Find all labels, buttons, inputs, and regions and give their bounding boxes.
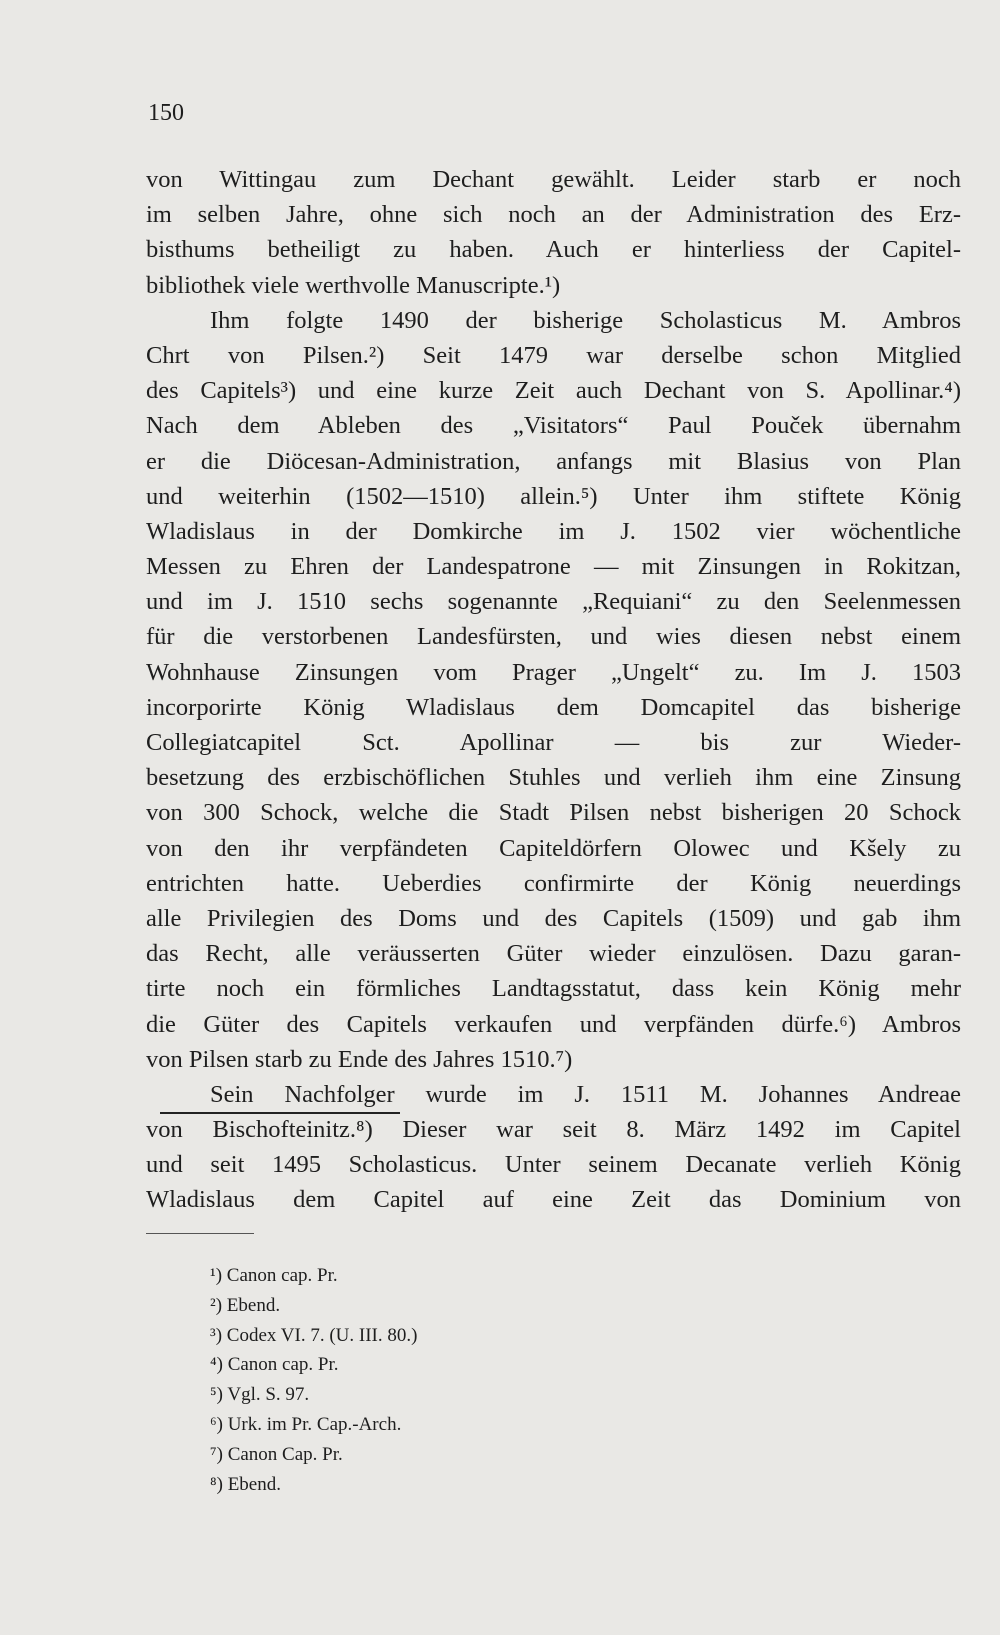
text-line: tirte noch ein förmliches Landtagsstatut, dass kein König mehr (146, 975, 961, 1003)
text-line: von Bischofteinitz.⁸) Dieser war seit 8. März 1492 im Capitel (146, 1116, 961, 1144)
text-line: von Wittingau zum Dechant gewählt. Leider starb er noch (146, 166, 961, 193)
text-line: Wohnhause Zinsungen vom Prager „Ungelt“ zu. Im J. 1503 (146, 658, 961, 686)
text-line: Messen zu Ehren der Landespatrone — mit Zinsungen in Rokitzan, (146, 553, 961, 581)
text-line: Nach dem Ableben des „Visitators“ Paul Pouček übernahm (146, 412, 961, 440)
text-line: die Güter des Capitels verkaufen und verpfänden dürfe.⁶) Ambros (146, 1010, 961, 1038)
text-line: incorporirte König Wladislaus dem Domcapitel das bisherige (146, 693, 961, 721)
text-line: bibliothek viele werthvolle Manuscripte.¹) (146, 271, 561, 299)
text-line: Wladislaus in der Domkirche im J. 1502 vier wöchentliche (146, 517, 961, 545)
text-line: von den ihr verpfändeten Capiteldörfern Olowec und Kšely zu (146, 834, 961, 862)
text-line: im selben Jahre, ohne sich noch an der Administration des Erz- (146, 201, 961, 229)
text-line: von Pilsen starb zu Ende des Jahres 1510.⁷) (146, 1045, 573, 1073)
text-line: Sein Nachfolger wurde im J. 1511 M. Johannes Andreae (210, 1080, 961, 1108)
handwritten-underline (160, 1112, 400, 1114)
page-number: 150 (148, 100, 184, 126)
footnote: ¹) Canon cap. Pr. (210, 1265, 338, 1286)
text-line: Ihm folgte 1490 der bisherige Scholasticus M. Ambros (210, 306, 961, 334)
text-line: Wladislaus dem Capitel auf eine Zeit das Dominium von (146, 1186, 961, 1214)
text-line: für die verstorbenen Landesfürsten, und wies diesen nebst einem (146, 623, 961, 651)
text-line: des Capitels³) und eine kurze Zeit auch Dechant von S. Apollinar.⁴) (146, 377, 961, 405)
footnote: ³) Codex VI. 7. (U. III. 80.) (210, 1324, 418, 1346)
text-line: er die Diöcesan-Administration, anfangs mit Blasius von Plan (146, 447, 961, 475)
footnotes (210, 1261, 417, 1499)
footnote: ⁶) Urk. im Pr. Cap.-Arch. (210, 1413, 402, 1435)
footnote: ⁵) Vgl. S. 97. (210, 1384, 310, 1406)
text-line: und weiterhin (1502—1510) allein.⁵) Unter ihm stiftete König (146, 482, 961, 510)
text-line: und seit 1495 Scholasticus. Unter seinem Decanate verlieh König (146, 1151, 961, 1179)
footnote-separator (146, 1233, 254, 1234)
footnote: ⁸) Ebend. (210, 1473, 281, 1495)
footnote: ²) Ebend. (210, 1294, 281, 1316)
body-text (146, 162, 961, 1218)
text-line: Collegiatcapitel Sct. Apollinar — bis zur Wieder- (146, 729, 961, 756)
text-line: besetzung des erzbischöflichen Stuhles und verlieh ihm eine Zinsung (146, 764, 961, 792)
text-line: von 300 Schock, welche die Stadt Pilsen nebst bisherigen 20 Schock (146, 799, 961, 827)
text-line: entrichten hatte. Ueberdies confirmirte der König neuerdings (146, 869, 961, 897)
text-line: das Recht, alle veräusserten Güter wieder einzulösen. Dazu garan- (146, 940, 961, 968)
text-line: bisthums betheiligt zu haben. Auch er hinterliess der Capitel- (146, 236, 961, 264)
footnote: ⁴) Canon cap. Pr. (210, 1354, 339, 1376)
text-line: und im J. 1510 sechs sogenannte „Requiani“ zu den Seelenmessen (146, 588, 961, 616)
footnote: ⁷) Canon Cap. Pr. (210, 1443, 343, 1465)
text-line: alle Privilegien des Doms und des Capitels (1509) und gab ihm (146, 904, 961, 932)
text-line: Chrt von Pilsen.²) Seit 1479 war derselbe schon Mitglied (146, 341, 961, 369)
